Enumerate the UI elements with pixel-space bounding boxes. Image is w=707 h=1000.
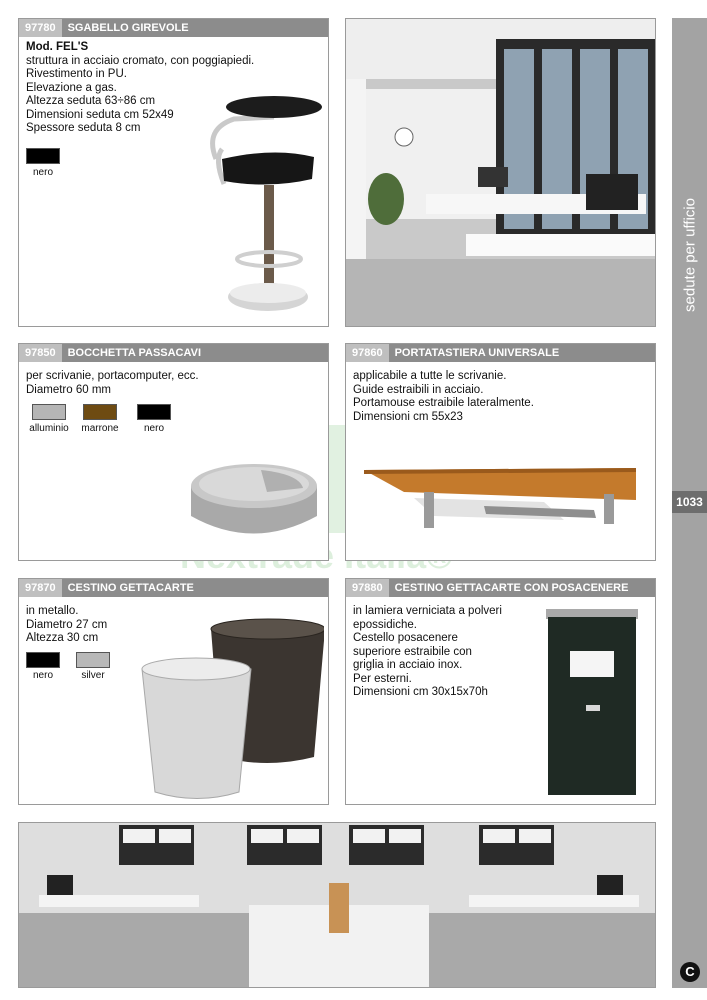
color-swatch-nero — [137, 404, 171, 420]
desc-line: Altezza 30 cm — [26, 632, 99, 644]
color-swatch-marrone — [83, 404, 117, 420]
product-card-97780 — [18, 18, 329, 327]
office-panorama-image — [19, 823, 656, 988]
product-title: SGABELLO GIREVOLE — [67, 22, 189, 34]
product-title: PORTATASTIERA UNIVERSALE — [394, 347, 560, 359]
product-title: CESTINO GETTACARTE CON POSACENERE — [394, 582, 629, 594]
desc-line: in metallo. — [26, 605, 79, 617]
color-swatch-nero — [26, 652, 60, 668]
product-header — [19, 579, 328, 597]
desc-line: Dimensioni seduta cm 52x49 — [26, 108, 174, 121]
color-label: marrone — [81, 423, 119, 434]
color-swatch-nero — [26, 148, 60, 164]
product-header — [19, 19, 328, 37]
desc-line: Spessore seduta 8 cm — [26, 122, 141, 134]
desc-line: Rivestimento in PU. — [26, 68, 127, 80]
stool-image — [194, 89, 329, 324]
product-title: BOCCHETTA PASSACAVI — [67, 347, 202, 359]
product-card-97880 — [345, 578, 656, 805]
color-label: nero — [143, 423, 164, 434]
product-code: 97850 — [19, 344, 62, 362]
desc-line: applicabile a tutte le scrivanie. — [353, 370, 507, 382]
office-panorama-photo — [18, 822, 656, 988]
desc-line: struttura in acciaio cromato, con poggiapiedi. — [26, 54, 255, 67]
product-code: 97860 — [346, 344, 389, 362]
product-description — [26, 605, 107, 646]
desc-line: Elevazione a gas. — [26, 81, 117, 94]
desc-line: griglia in acciaio inox. — [353, 659, 463, 671]
desc-line: epossidiche. — [353, 618, 417, 631]
product-card-97870 — [18, 578, 329, 805]
product-header — [19, 344, 328, 362]
desc-line: Cestello posacenere — [353, 632, 458, 644]
brand-c-logo: C — [680, 962, 700, 982]
office-photo — [345, 18, 656, 327]
product-card-97850 — [18, 343, 329, 561]
desc-line: superiore estraibile con — [353, 645, 472, 658]
color-swatch-alluminio — [32, 404, 66, 420]
office-photo-image — [346, 19, 656, 327]
waste-basket-image — [139, 617, 324, 802]
section-title-vertical: sedute per ufficio — [681, 198, 698, 312]
product-header — [346, 579, 655, 597]
desc-line: Guide estraibili in acciaio. — [353, 383, 484, 396]
keyboard-tray-image — [364, 462, 639, 542]
desc-line: Dimensioni cm 55x23 — [353, 410, 463, 423]
product-card-97860 — [345, 343, 656, 561]
page-number: 1033 — [672, 491, 707, 513]
desc-line: Per esterni. — [353, 672, 412, 685]
product-code: 97780 — [19, 19, 62, 37]
color-label: nero — [32, 167, 53, 178]
desc-line: Portamouse estraibile lateralmente. — [353, 397, 534, 409]
cable-grommet-image — [181, 456, 326, 546]
ashtray-bin-image — [542, 609, 642, 799]
product-model: Mod. FEL'S — [26, 41, 89, 53]
color-label: nero — [32, 670, 53, 681]
desc-line: Altezza seduta 63÷86 cm — [26, 95, 156, 107]
desc-line: Dimensioni cm 30x15x70h — [353, 686, 488, 698]
product-code: 97870 — [19, 579, 62, 597]
product-description — [353, 370, 534, 424]
product-code: 97880 — [346, 579, 389, 597]
color-label: silver — [81, 670, 105, 681]
color-swatch-silver — [76, 652, 110, 668]
color-label: alluminio — [29, 423, 69, 434]
product-title: CESTINO GETTACARTE — [67, 582, 194, 594]
product-description — [353, 605, 502, 700]
product-header — [346, 344, 655, 362]
desc-line: per scrivanie, portacomputer, ecc. — [26, 370, 199, 382]
desc-line: Diametro 60 mm — [26, 383, 111, 396]
desc-line: in lamiera verniciata a polveri — [353, 605, 502, 617]
desc-line: Diametro 27 cm — [26, 618, 108, 631]
product-description — [26, 370, 199, 397]
